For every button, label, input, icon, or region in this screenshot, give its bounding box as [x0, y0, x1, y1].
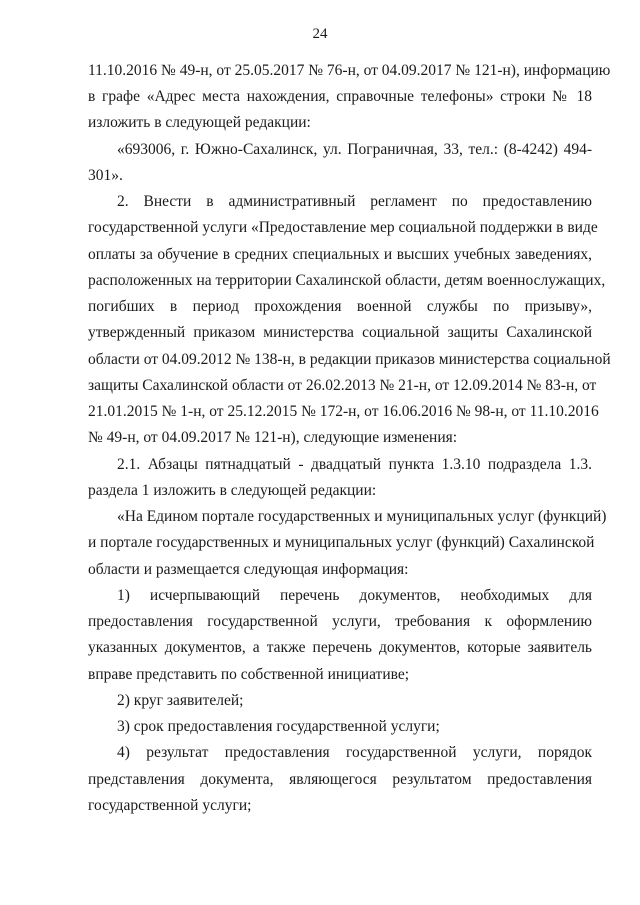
text-line: 11.10.2016 № 49-н, от 25.05.2017 № 76-н, от 04.09.2017 № 121-н), информацию [88, 62, 611, 79]
text-line: предоставления государственной услуги, требования к оформлению [88, 613, 592, 630]
text-line: расположенных на территории Сахалинской области, детям военнослужащих, [88, 272, 606, 289]
text-line: 301». [88, 167, 123, 184]
text-line: в графе «Адрес места нахождения, справочные телефоны» строки № 18 [88, 88, 592, 105]
text-line: и портале государственных и муниципальных услуг (функций) Сахалинской [88, 534, 595, 551]
text-line: 2.1. Абзацы пятнадцатый - двадцатый пункта 1.3.10 подраздела 1.3. [117, 456, 592, 473]
text-line: 3) срок предоставления государственной услуги; [117, 718, 440, 735]
text-line: утвержденный приказом министерства социальной защиты Сахалинской [88, 324, 592, 341]
text-line: № 49-н, от 04.09.2017 № 121-н), следующие изменения: [88, 429, 458, 446]
text-line: 1) исчерпывающий перечень документов, необходимых для [117, 587, 592, 604]
text-line: указанных документов, а также перечень документов, которые заявитель [88, 639, 592, 656]
text-line: представления документа, являющегося результатом предоставления [88, 771, 592, 788]
text-line: защиты Сахалинской области от 26.02.2013 № 21-н, от 12.09.2014 № 83-н, от [88, 377, 597, 394]
text-line: 2) круг заявителей; [117, 692, 244, 709]
text-line: 21.01.2015 № 1-н, от 25.12.2015 № 172-н, от 16.06.2016 № 98-н, от 11.10.2016 [88, 403, 599, 420]
text-line: вправе представить по собственной инициативе; [88, 666, 410, 683]
page-number: 24 [312, 26, 328, 42]
text-line: «На Едином портале государственных и муниципальных услуг (функций) [117, 508, 607, 525]
text-line: области и размещается следующая информация: [88, 561, 409, 578]
text-line: 4) результат предоставления государственной услуги, порядок [117, 744, 592, 761]
text-line: оплаты за обучение в средних специальных и высших учебных заведениях, [88, 246, 592, 263]
text-line: раздела 1 изложить в следующей редакции: [88, 482, 377, 499]
text-line: погибших в период прохождения военной службы по призыву», [88, 298, 592, 315]
text-line: государственной услуги; [88, 797, 252, 814]
text-line: изложить в следующей редакции: [88, 114, 311, 131]
text-line: области от 04.09.2012 № 138-н, в редакции приказов министерства социальной [88, 351, 611, 368]
text-line: государственной услуги «Предоставление мер социальной поддержки в виде [88, 219, 598, 236]
text-line: 2. Внести в административный регламент по предоставлению [117, 193, 592, 210]
text-line: «693006, г. Южно-Сахалинск, ул. Пограничная, 33, тел.: (8-4242) 494- [117, 141, 592, 158]
